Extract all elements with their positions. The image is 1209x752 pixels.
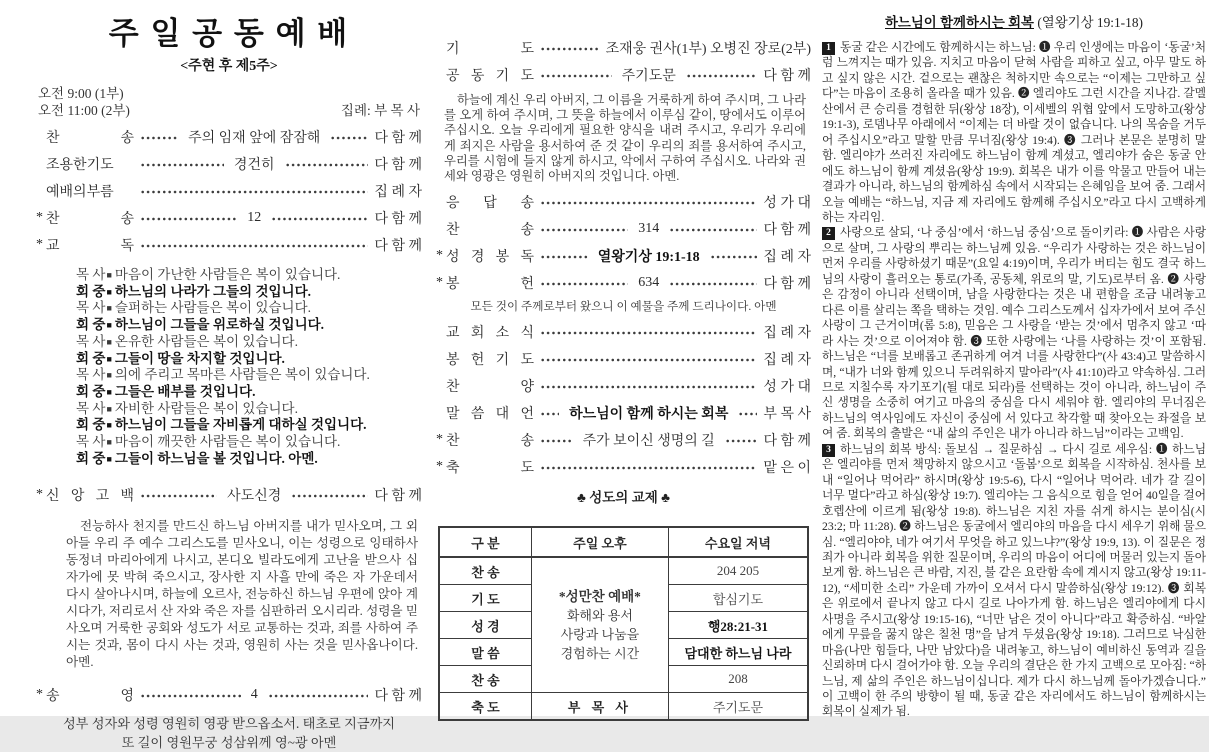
responsive-line xyxy=(76,451,422,468)
speaker-label: 회 중 xyxy=(76,450,106,466)
responsive-text: 하느님이 그들을 자비롭게 대하실 것입니다. xyxy=(114,417,367,433)
dotted-leader xyxy=(686,72,758,80)
speaker-bullet: ■ xyxy=(106,320,112,331)
order-label: 기 도 xyxy=(446,41,534,57)
sunday-afternoon-cell xyxy=(531,557,668,693)
service-time-first: 오전 9:00 (1부) xyxy=(38,86,124,101)
responsive-text: 마음이 깨끗한 사람들은 복이 있습니다. xyxy=(114,434,341,450)
order-row xyxy=(36,123,422,150)
table-header-category: 구 분 xyxy=(439,527,531,557)
speaker-bullet: ■ xyxy=(106,403,112,414)
sermon-title-text: 하느님이 함께하시는 회복 xyxy=(885,15,1034,30)
sermon-title-line: 하느님이 함께 하시는 회복 xyxy=(569,406,729,422)
order-right: 부 목 사 xyxy=(763,406,811,422)
table-row xyxy=(439,693,808,721)
order-star: * xyxy=(436,274,443,290)
responsive-line xyxy=(76,284,422,301)
responsive-line xyxy=(76,367,422,384)
order-right: 다 함 께 xyxy=(374,211,423,227)
responsive-line xyxy=(76,351,422,368)
responsive-line xyxy=(76,434,422,451)
order-label: 축 도 xyxy=(446,460,534,476)
order-right: 다 함 께 xyxy=(763,276,812,292)
dotted-leader xyxy=(291,492,368,500)
table-header-wednesday-evening: 수요일 저녁 xyxy=(668,527,808,557)
order-label: 찬 송 xyxy=(46,130,134,146)
paragraph-text: 하느님의 회복 방식: 돌보심 → 질문하심 → 다시 길로 세우심: ❶ 하느님은 엘리야를 먼저 책망하지 않으시고 ‘돌봄’으로 회복을 시작하심. 천사를 보내 “일어나 먹어라” 하시며(왕상 19:5-6), 다시 “일어나 먹어라. 네가 갈 길이 너무 멀다”라고 하심(왕상 19:7). 엘리야는 그 음식으로 힘을 얻어 40일을 걸어 호렙산에 이르게 됨(왕상 19:8). 하느님은 지친 자를 쉬게 하시는 분이심(시 23:2; 마 11:28). ❷ 하느님은 동굴에서 엘리야의 마음을 다시 세우기 위해 물으심. “엘리야야, 네가 여기서 무엇을 하고 있느냐?”(왕상 19:9, 13). 이 질문은 정죄가 아니라 회복을 위한 질문이며, 우리의 마음이 어디에 머물러 있는지 돌아보게 함. 하느님은 큰 바람, 지진, 불 같은 요란함 속에 계시지 않고(왕상 19:11-12), “세미한 소리” 가운데 가까이 오셔서 다시 말씀하심(왕상 19:12). ❸ 회복은 위로에서 끝나지 않고 다시 길로 나아가게 함. 하느님은 엘리야에게 다시 사명을 주시고(왕상 19:15-16), “너만 남은 것이 아니다”라고 확증하심. “바알에게 무릎을 꿇지 않은 칠천 명”을 남겨 두셨음(왕상 19:18). 그러므로 낙심한 마음(나만 힘들다, 나만 남았다)을 내려놓고, 하느님이 예비하신 동역과 길을 신뢰하며 다시 걸어가야 함. 오늘 우리의 결단은 한 가지 고백으로 모아짐: “하느님, 제 삶의 주인은 하느님이십니다. 제가 다시 하느님께 돌아가겠습니다.” 이 고백이 한 주의 방향이 될 때, 동굴 같은 자리에서도 하느님이 함께하시는 회복이 실제가 됨. xyxy=(822,442,1206,719)
order-center: 주기도문 xyxy=(621,68,676,84)
order-row xyxy=(436,34,811,61)
dotted-leader xyxy=(540,410,559,418)
responsive-line xyxy=(76,334,422,351)
order-center: 634 xyxy=(638,274,660,290)
dotted-leader xyxy=(738,410,757,418)
responsive-text: 슬퍼하는 사람들은 복이 있습니다. xyxy=(114,300,311,316)
order-star: * xyxy=(436,431,443,447)
order-row xyxy=(436,453,811,480)
responsive-text: 그들은 배부를 것입니다. xyxy=(114,383,256,399)
dotted-leader xyxy=(725,437,758,445)
fellowship-heading: ♣ 성도의 교제 ♣ xyxy=(576,490,671,506)
order-row xyxy=(36,681,422,708)
responsive-text: 의에 주리고 목마른 사람들은 복이 있습니다. xyxy=(114,367,370,383)
doxology-line: 성부 성자와 성령 영원히 영광 받으옵소서. 태초로 지금까지 xyxy=(62,716,396,732)
order-right: 다 함 께 xyxy=(374,238,422,254)
sermon-paragraph xyxy=(822,40,1206,225)
table-row-label: 성 경 xyxy=(439,612,531,639)
responsive-reading xyxy=(76,267,422,467)
order-center: 4 xyxy=(250,686,258,702)
speaker-bullet: ■ xyxy=(106,370,112,381)
order-center: 주가 보이신 생명의 길 xyxy=(582,433,715,449)
order-row xyxy=(436,215,811,242)
wednesday-cell: 합심기도 xyxy=(668,585,808,612)
dotted-leader xyxy=(140,492,217,500)
responsive-text: 하느님의 나라가 그들의 것입니다. xyxy=(114,283,311,299)
service-times xyxy=(38,85,130,119)
responsive-line xyxy=(76,417,422,434)
speaker-bullet: ■ xyxy=(106,453,112,464)
dotted-leader xyxy=(710,253,758,261)
table-row-label: 축 도 xyxy=(439,693,531,721)
order-label: 찬 양 xyxy=(446,379,534,395)
doxology xyxy=(36,714,422,752)
dotted-leader xyxy=(540,280,628,288)
dotted-leader xyxy=(140,134,178,142)
order-right: 집 례 자 xyxy=(763,249,811,265)
sermon-heading xyxy=(822,12,1206,31)
speaker-bullet: ■ xyxy=(106,270,112,280)
order-label: 신 앙 고 백 xyxy=(46,488,134,504)
wednesday-cell: 행28:21-31 xyxy=(668,612,808,639)
order-label: 교 독 xyxy=(46,238,134,254)
order-right: 다 함 께 xyxy=(763,222,812,238)
sermon-paragraph xyxy=(822,442,1206,720)
order-label: 찬 송 xyxy=(446,222,534,238)
speaker-label: 회 중 xyxy=(76,283,106,299)
order-star: * xyxy=(36,236,43,252)
sunday-cell-line: 화해와 용서 xyxy=(566,608,633,624)
sunday-cell-line: 사랑과 나눔을 xyxy=(560,627,640,643)
wednesday-cell: 204 205 xyxy=(668,557,808,585)
order-star: * xyxy=(36,486,43,502)
order-row xyxy=(436,269,811,296)
order-label: 응 답 송 xyxy=(446,195,534,211)
responsive-line xyxy=(76,267,422,284)
table-header-sunday-afternoon: 주일 오후 xyxy=(531,527,668,557)
wednesday-cell: 담대한 하느님 나라 xyxy=(668,639,808,666)
worship-order-column xyxy=(36,8,422,752)
order-star: * xyxy=(36,686,43,702)
speaker-label: 회 중 xyxy=(76,317,106,333)
paragraph-text: 동굴 같은 시간에도 함께하시는 하느님: ❶ 우리 인생에는 마음이 ‘동굴’처럼 느껴지는 때가 있음. 지치고 마음이 닫혀 사람을 피하고 싶고, 아무 말도 하고 싶지 않은 시간. 겉으로는 괜찮은 척하지만 속으로는 “이제는 그만하고 싶다”는 마음이 조용히 올라올 때가 있음. ❷ 엘리야도 그런 시간을 지나감. 갈멜산에서 큰 승리를 경험한 뒤(왕상 18장), 이세벨의 위협 앞에서 도망하고(왕상 19:1-3), 로뎀나무 아래에서 “이제는 더 바랄 것이 없습니다. 나의 목숨을 거두어 주십시오”라고 말할 만큼 무너짐(왕상 19:4). ❸ 그러나 본문은 분명히 말함. 엘리야가 쓰러진 자리에도 하느님이 함께 계셨고, 엘리야가 숨은 동굴 안에도 하느님이 함께 계셨음(왕상 19:9). 회복은 내가 이를 악물고 만들어 내는 결과가 아니라, 하느님의 함께하심 속에서 시작되는 은혜임을 보여 줌. 그래서 오늘 예배는 “하느님, 지금 제 자리에도 함께해 주십시오”라고 다시 고백하게 하는 자리임. xyxy=(822,41,1206,224)
responsive-line xyxy=(76,317,422,334)
speaker-label: 회 중 xyxy=(76,350,106,366)
order-star: * xyxy=(36,209,43,225)
sermon-paragraph xyxy=(822,225,1206,441)
order-star: * xyxy=(436,458,443,474)
order-right: 성 가 대 xyxy=(763,379,811,395)
order-right: 다 함 께 xyxy=(374,157,422,173)
speaker-bullet: ■ xyxy=(106,336,112,347)
service-times-row xyxy=(38,85,422,119)
order-row xyxy=(436,399,811,426)
order-label: 공 동 기 도 xyxy=(446,68,534,84)
table-row-label: 말 씀 xyxy=(439,639,531,666)
table-row-label: 기 도 xyxy=(439,585,531,612)
order-right: 집 례 자 xyxy=(763,352,811,368)
sunday-cell-line: *성만찬 예배* xyxy=(558,589,641,605)
speaker-bullet: ■ xyxy=(106,286,112,297)
dotted-leader xyxy=(669,226,757,234)
order-right: 다 함 께 xyxy=(374,688,423,704)
speaker-label: 목 사 xyxy=(76,434,106,450)
order-row xyxy=(36,481,422,508)
order-center: 주의 임재 앞에 잠잠해 xyxy=(188,130,321,146)
order-label: 조용한기도 xyxy=(46,157,114,173)
table-row-label: 찬 송 xyxy=(439,666,531,693)
dotted-leader xyxy=(140,242,368,250)
apostles-creed-text: 전능하사 천지를 만드신 하느님 아버지를 내가 믿사오며, 그 외아들 우리 주 예수 그리스도를 믿사오니, 이는 성령으로 잉태하사 동정녀 마리아에게 나시고, 본디오 빌라도에게 고난을 받으사 십자가에 못 박혀 죽으시고, 장사한 지 사흘 만에 죽은 자 가운데서 다시 살아나시며, 하늘에 오르사, 전능하신 하느님 우편에 앉아 계시다가, 저리로서 산 자와 죽은 자를 심판하러 오시리라. 성령을 믿사오며 거룩한 공회와 성도가 서로 교통하는 것과, 죄를 사하여 주시는 것과, 몸이 다시 사는 것과, 영원히 사는 것을 믿사옵나이다. 아멘. xyxy=(66,519,418,670)
order-label: 예배의부름 xyxy=(46,184,114,200)
responsive-line xyxy=(76,401,422,418)
dotted-leader xyxy=(540,464,757,472)
order-label: 성 경 봉 독 xyxy=(446,249,534,265)
dotted-leader xyxy=(268,692,369,700)
order-right: 조재웅 권사(1부) 오병진 장로(2부) xyxy=(605,41,811,57)
sermon-scripture-ref: (열왕기상 19:1-18) xyxy=(1033,15,1143,30)
order-label: 말 씀 대 언 xyxy=(446,406,534,422)
dotted-leader xyxy=(540,253,588,261)
speaker-label: 목 사 xyxy=(76,333,106,349)
doxology-line: 또 길이 영원무궁 성삼위께 영~광 아멘 xyxy=(121,735,337,751)
dotted-leader xyxy=(285,161,369,169)
order-center: 열왕기상 19:1-18 xyxy=(597,249,700,265)
order-row xyxy=(436,426,811,453)
table-row-label: 찬 송 xyxy=(439,557,531,585)
order-row xyxy=(436,372,811,399)
speaker-bullet: ■ xyxy=(106,437,112,448)
wednesday-cell: 208 xyxy=(668,666,808,693)
sermon-notes-column xyxy=(822,8,1206,720)
benediction-cell: 부 목 사 xyxy=(531,693,668,721)
speaker-label: 회 중 xyxy=(76,417,106,433)
order-right: 집 례 자 xyxy=(374,184,422,200)
order-right: 다 함 께 xyxy=(374,488,422,504)
order-star: * xyxy=(436,247,443,263)
order-center: 12 xyxy=(247,209,262,225)
worship-title: 주 일 공 동 예 배 xyxy=(108,16,350,51)
responsive-text: 그들이 하느님을 볼 것입니다. 아멘. xyxy=(114,450,318,466)
dotted-leader xyxy=(540,329,757,337)
worship-order-column-2 xyxy=(436,34,811,721)
responsive-text: 마음이 가난한 사람들은 복이 있습니다. xyxy=(114,267,341,282)
order-row xyxy=(36,204,422,231)
responsive-text: 하느님이 그들을 위로하실 것입니다. xyxy=(114,317,325,333)
responsive-text: 그들이 땅을 차지할 것입니다. xyxy=(114,350,285,366)
speaker-label: 목 사 xyxy=(76,367,106,383)
order-right: 다 함 께 xyxy=(763,433,812,449)
order-label: 봉 헌 xyxy=(446,276,534,292)
table-row xyxy=(439,557,808,585)
dotted-leader xyxy=(540,437,573,445)
speaker-bullet: ■ xyxy=(106,303,112,314)
paragraph-number-badge: 1 xyxy=(822,42,835,55)
order-row xyxy=(36,150,422,177)
order-right: 다 함 께 xyxy=(763,68,811,84)
order-label: 교 회 소 식 xyxy=(446,325,534,341)
order-right: 다 함 께 xyxy=(374,130,423,146)
speaker-label: 회 중 xyxy=(76,383,106,399)
order-center: 314 xyxy=(638,220,660,236)
paragraph-number-badge: 2 xyxy=(822,227,835,240)
speaker-bullet: ■ xyxy=(106,386,112,397)
speaker-bullet: ■ xyxy=(106,353,112,364)
order-label: 찬 송 xyxy=(446,433,534,449)
dotted-leader xyxy=(540,72,612,80)
order-right: 집 례 자 xyxy=(763,325,811,341)
speaker-label: 목 사 xyxy=(76,267,106,282)
responsive-text: 온유한 사람들은 복이 있습니다. xyxy=(114,333,298,349)
order-label: 찬 송 xyxy=(46,211,134,227)
paragraph-text: 사랑으로 살되, ‘나 중심’에서 ‘하느님 중심’으로 돌이키라: ❶ 사람은 사랑으로 살며, 그 사랑의 뿌리는 하느님께 있음. “우리가 사랑하는 것은 하느님이 먼저 우리를 사랑하셨기 때문”(요일 4:19)이며, 우리가 버티는 힘도 결국 하느님의 사랑이 흘러오는 통로(가족, 공동체, 위로의 말, 기도)로부터 옴. ❷ 사랑은 감정이 아니라 선택이며, 남을 사랑한다는 것은 내 편함을 조금 내려놓고 다른 이를 살리는 쪽을 택하는 것임. 예수 그리스도께서 십자가에서 보여 주신 사랑이 그 근거이며(롬 5:8), 믿음은 그 사랑을 ‘받는 것’에서 멈추지 않고 ‘따라 사는 것’으로 이어져야 함. ❸ 또한 사랑에는 ‘나를 사랑하는 것’이 포함됨. 하느님은 “너를 보배롭고 존귀하게 여겨 너를 사랑한다”(사 43:4)고 말씀하시며, “내가 너와 함께 있으니 두려워하지 말아라”(사 41:10)라고 약속하심. 그러므로 지칠수록 자기포기(될 대로 되라)를 선택하는 것이 아니라, 하느님이 주신 생명을 소중히 여기고 마음의 중심을 다시 세워야 함. 엘리야의 무너짐은 하느님의 역사임에도 자신이 중심에 서 있다고 착각할 때 찾아오는 좌절을 보여 줌. 회복의 출발은 “내 삶의 주인은 내가 아니라 하느님”이라는 고백임. xyxy=(822,226,1206,441)
paragraph-number-badge: 3 xyxy=(822,444,835,457)
dotted-leader xyxy=(540,356,757,364)
sunday-cell-line: 경험하는 시간 xyxy=(560,646,640,662)
dotted-leader xyxy=(140,188,368,196)
dotted-leader xyxy=(540,45,600,53)
dotted-leader xyxy=(540,383,757,391)
speaker-label: 목 사 xyxy=(76,400,106,416)
order-right: 성 가 대 xyxy=(763,195,811,211)
order-row xyxy=(36,177,422,204)
wednesday-cell: 주기도문 xyxy=(668,693,808,721)
dotted-leader xyxy=(140,692,241,700)
order-label: 송 영 xyxy=(46,688,134,704)
responsive-line xyxy=(76,300,422,317)
order-row xyxy=(36,231,422,258)
service-subtitle: <주현 후 제5주> xyxy=(180,59,278,74)
dotted-leader xyxy=(540,226,628,234)
dotted-leader xyxy=(140,161,224,169)
responsive-text: 자비한 사람들은 복이 있습니다. xyxy=(114,400,298,416)
order-label: 봉 헌 기 도 xyxy=(446,352,534,368)
dotted-leader xyxy=(540,199,757,207)
speaker-bullet: ■ xyxy=(106,420,112,431)
dotted-leader xyxy=(669,280,757,288)
order-row xyxy=(436,188,811,215)
dotted-leader xyxy=(271,215,368,223)
service-time-second: 오전 11:00 (2부) xyxy=(38,103,130,118)
order-row xyxy=(436,61,811,88)
speaker-label: 목 사 xyxy=(76,300,106,316)
order-row xyxy=(436,345,811,372)
order-row xyxy=(436,242,811,269)
dotted-leader xyxy=(140,215,237,223)
lords-prayer-text: 하늘에 계신 우리 아버지, 그 이름을 거룩하게 하여 주시며, 그 나라를 오게 하여 주시며, 그 뜻을 하늘에서 이루심 같이, 땅에서도 이루어 주십시오. 오늘 우리에게 필요한 양식을 내려 주시고, 우리가 우리에게 죄지은 사람을 용서하여 준 것 같이 우리의 죄를 용서하여 주시고, 우리를 시험에 들지 않게 하시고, 악에서 구하여 주십시오. 나라와 권세와 영광은 영원히 아버지의 것입니다. 아멘. xyxy=(444,93,806,184)
officiant-label: 집례: 부 목 사 xyxy=(340,103,420,118)
table-header-row xyxy=(439,527,808,557)
offering-dedication: 모든 것이 주께로부터 왔으니 이 예물을 주께 드리나이다. 아멘 xyxy=(470,300,777,314)
order-row xyxy=(436,318,811,345)
dotted-leader xyxy=(330,134,368,142)
order-right: 맡 은 이 xyxy=(763,460,811,476)
responsive-line xyxy=(76,384,422,401)
schedule-table xyxy=(438,526,809,721)
order-center: 사도신경 xyxy=(227,488,282,504)
order-center: 경건히 xyxy=(233,157,275,173)
